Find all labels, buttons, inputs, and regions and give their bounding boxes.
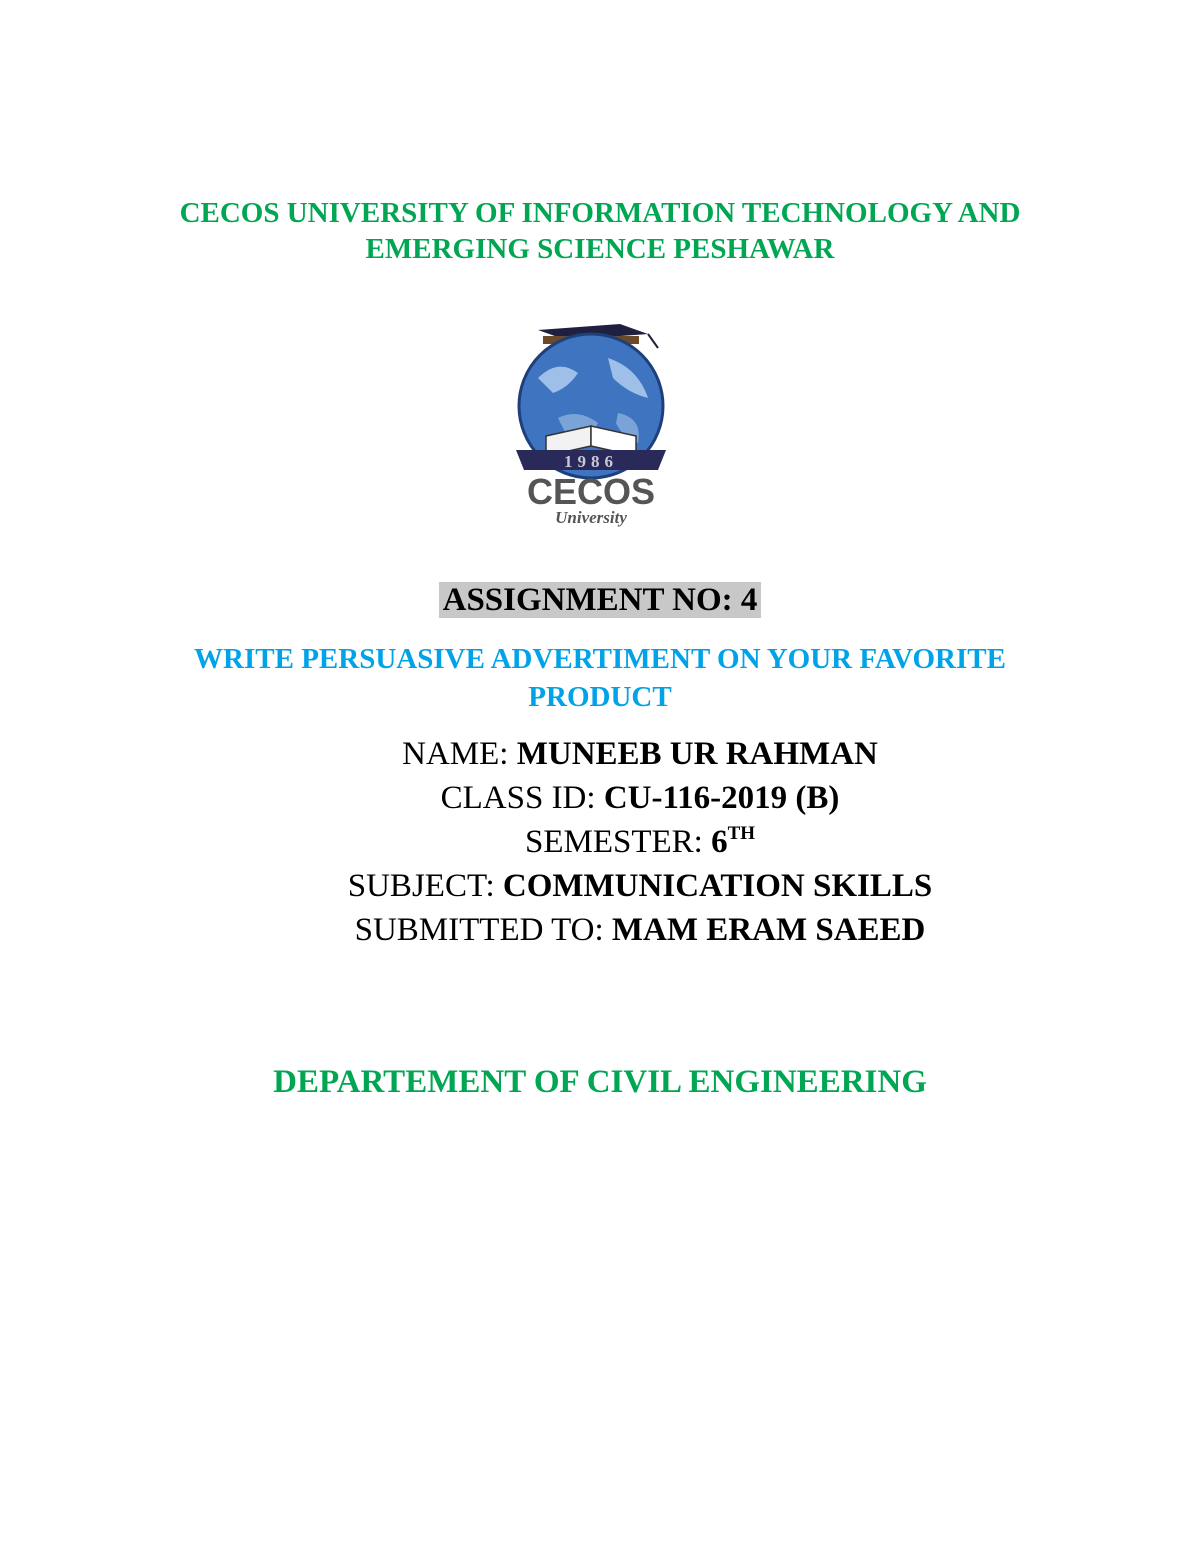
university-logo-icon [498,318,684,528]
semester-value: 6 [711,824,728,860]
university-title-line-1: CECOS UNIVERSITY OF INFORMATION TECHNOLOGY AND [179,197,1021,229]
class-value: CU-116-2019 (B) [603,780,840,816]
subject-row [40,864,1200,908]
university-title-line-2: EMERGING SCIENCE PESHAWAR [365,233,835,265]
name-label: NAME: [402,736,517,772]
class-label: CLASS ID: [440,780,604,816]
submitted-row [40,908,1200,952]
svg-text:University: University [555,508,627,527]
subject-label: SUBJECT: [347,868,503,904]
assignment-title [0,582,1200,619]
assignment-title-text: ASSIGNMENT NO: 4 [439,582,762,618]
svg-text:CECOS: CECOS [526,471,656,512]
submitted-label: SUBMITTED TO: [354,912,612,948]
semester-label: SEMESTER: [524,824,712,860]
svg-text:1986: 1986 [564,452,618,471]
subject-value: COMMUNICATION SKILLS [502,868,933,904]
name-row [40,732,1200,776]
student-details [40,732,1200,952]
submitted-value: MAM ERAM SAEED [611,912,926,948]
name-value: MUNEEB UR RAHMAN [516,736,878,772]
department-title: DEPARTEMENT OF CIVIL ENGINEERING [273,1064,927,1100]
semester-suffix: TH [727,823,756,844]
assignment-topic: WRITE PERSUASIVE ADVERTIMENT ON YOUR FAVORITE PRODUCT [194,643,1006,713]
class-row [40,776,1200,820]
semester-row [40,820,1200,864]
university-title [0,195,1200,267]
